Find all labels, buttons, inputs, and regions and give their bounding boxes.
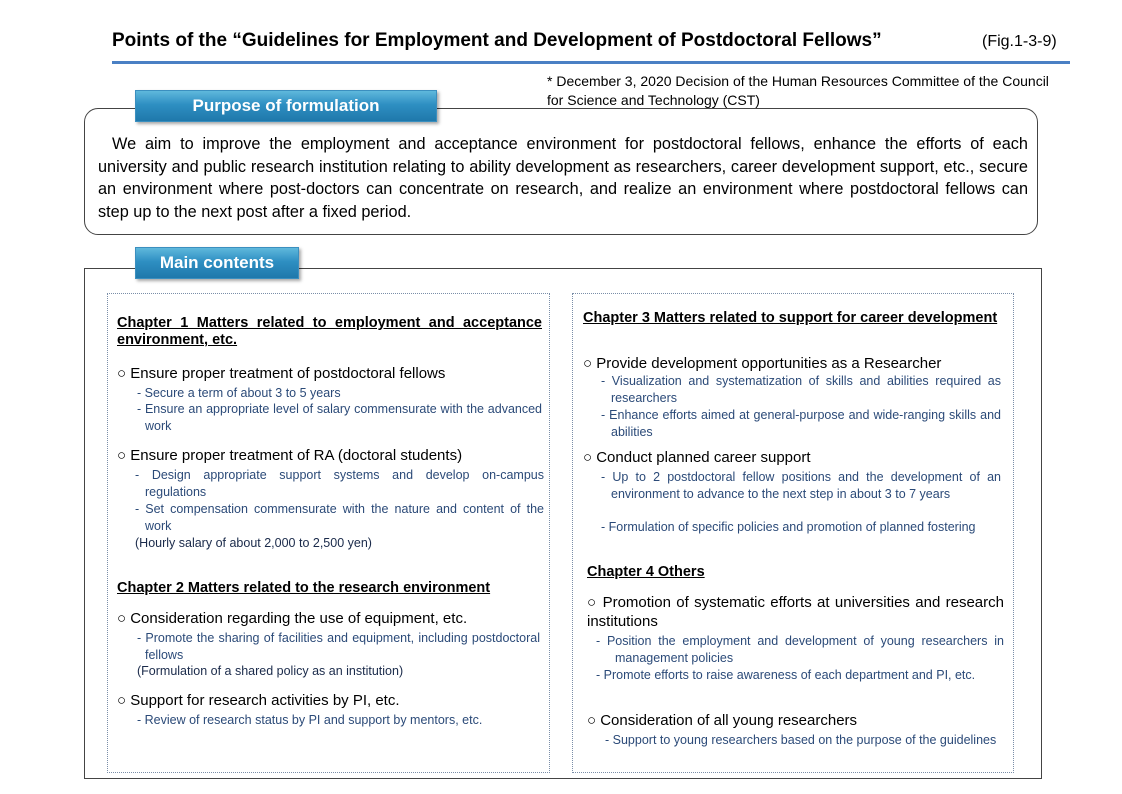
ch2-h2-sub-1: - Review of research status by PI and support by mentors, etc. (137, 713, 483, 727)
figure-reference: (Fig.1-3-9) (982, 33, 1057, 50)
ch4-heading-2: ○ Consideration of all young researchers (587, 712, 858, 729)
ch2-heading-2: ○ Support for research activities by PI, etc. (117, 692, 400, 709)
chapter-3-title: Chapter 3 Matters related to support for career development (583, 310, 998, 326)
ch4-h2-sub-1: - Support to young researchers based on the purpose of the guidelines (605, 733, 997, 747)
ch3-heading-1: ○ Provide development opportunities as a Researcher (583, 355, 942, 372)
ch4-h1-sub-2: - Promote efforts to raise awareness of each department and PI, etc. (596, 668, 976, 682)
ch4-heading-1: ○ Promotion of systematic efforts at universities and research institutions (587, 594, 1004, 630)
decision-note: * December 3, 2020 Decision of the Human Resources Committee of the Council for Science and Technology (CST) (547, 73, 1049, 108)
ch1-h2-sub-1: - Design appropriate support systems and develop on-campus regulations (135, 468, 544, 499)
ch1-heading-1: ○ Ensure proper treatment of postdoctoral fellows (117, 365, 446, 382)
ch2-h1-sub-1: - Promote the sharing of facilities and equipment, including postdoctoral fellows (137, 631, 540, 662)
ch1-h1-sub-1: - Secure a term of about 3 to 5 years (137, 386, 341, 400)
ch3-h2-sub-1: - Up to 2 postdoctoral fellow positions and the development of an environment to advance to the next step in about 3 to 7 years (601, 470, 1001, 501)
ch2-h1-paren: (Formulation of a shared policy as an institution) (137, 664, 404, 678)
chapter-4-title: Chapter 4 Others (587, 564, 705, 580)
purpose-text: We aim to improve the employment and acceptance environment for postdoctoral fellows, enhance the efforts of each university and public research institution relating to ability development as researchers, career development support, etc., secure an environment where post-doctors can concentrate on research, and realize an environment where postdoctoral fellows can step up to the next post after a fixed period. (98, 135, 1028, 221)
ch3-h1-sub-2: - Enhance efforts aimed at general-purpose and wide-ranging skills and abilities (601, 408, 1001, 439)
title-underline (112, 61, 1070, 64)
ch1-h1-sub-2: - Ensure an appropriate level of salary commensurate with the advanced work (137, 402, 542, 433)
ch1-h2-sub-2: - Set compensation commensurate with the nature and content of the work (135, 502, 544, 533)
ch4-h1-sub-1: - Position the employment and development of young researchers in management policies (596, 634, 1004, 665)
main-contents-label: Main contents (135, 247, 299, 279)
chapter-2-title: Chapter 2 Matters related to the research environment (117, 580, 491, 596)
ch1-h2-paren: (Hourly salary of about 2,000 to 2,500 yen) (135, 536, 372, 550)
ch3-heading-2: ○ Conduct planned career support (583, 449, 811, 466)
ch1-heading-2: ○ Ensure proper treatment of RA (doctoral students) (117, 447, 463, 464)
page-title: Points of the “Guidelines for Employment and Development of Postdoctoral Fellows” (112, 30, 882, 51)
ch3-h2-sub-2: - Formulation of specific policies and promotion of planned fostering (601, 520, 976, 534)
chapter-1-title: Chapter 1 Matters related to employment and acceptance environment, etc. (117, 315, 542, 348)
purpose-label: Purpose of formulation (135, 90, 437, 122)
ch3-h1-sub-1: - Visualization and systematization of skills and abilities required as researchers (601, 374, 1001, 405)
ch2-heading-1: ○ Consideration regarding the use of equipment, etc. (117, 610, 468, 627)
